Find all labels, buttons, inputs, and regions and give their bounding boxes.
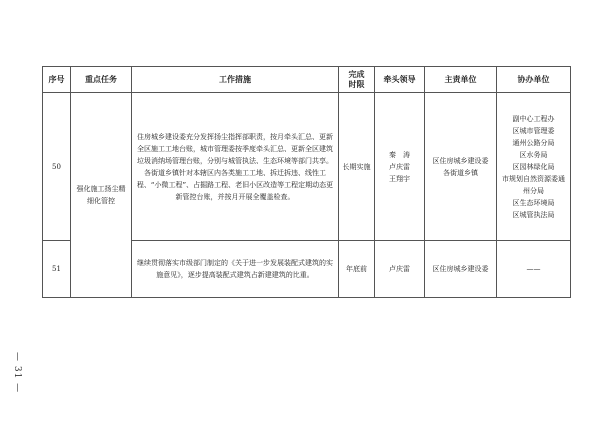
- table-row: [43, 93, 571, 241]
- header-deadline-line1: 完成: [348, 69, 365, 79]
- lead-name: 卢庆雷: [389, 265, 410, 273]
- host-cell: [425, 93, 497, 241]
- assist-unit: 区园林绿化局: [512, 162, 555, 171]
- assist-unit: 区水务局: [519, 150, 548, 159]
- task-table: [42, 66, 571, 298]
- assist-cell: [497, 241, 571, 298]
- host-unit: 各街道乡镇: [443, 168, 478, 177]
- measures-cell: 继续贯彻落实市级部门制定的《关于进一步发展装配式建筑的实施意见》，逐步提高装配式建筑占新建建筑的比重。: [132, 241, 339, 298]
- header-deadline-line2: 时限: [348, 79, 365, 89]
- assist-cell: [497, 93, 571, 241]
- assist-unit: 通州公路分局: [512, 138, 555, 147]
- row-seq: 51: [43, 241, 71, 298]
- deadline-cell: 长期实施: [339, 93, 375, 241]
- lead-cell: [375, 93, 425, 241]
- lead-cell: [375, 241, 425, 298]
- deadline-cell: 年底前: [339, 241, 375, 298]
- header-assist: 协办单位: [497, 67, 571, 93]
- lead-name: 秦 涛: [389, 150, 410, 159]
- task-cell: 强化施工扬尘精细化管控: [71, 93, 132, 298]
- assist-unit: 区城市管理委: [512, 126, 555, 135]
- header-seq: 序号: [43, 67, 71, 93]
- header-task: 重点任务: [71, 67, 132, 93]
- host-unit: 区住房城乡建设委: [432, 156, 489, 165]
- page-number: — 31 —: [12, 352, 22, 394]
- host-unit: 区住房城乡建设委: [432, 265, 489, 273]
- header-host: 主责单位: [425, 67, 497, 93]
- row-seq: 50: [43, 93, 71, 241]
- assist-unit: 区城管执法局: [512, 210, 555, 219]
- assist-unit: 副中心工程办: [512, 114, 555, 123]
- host-cell: [425, 241, 497, 298]
- header-deadline: [339, 67, 375, 93]
- assist-unit: 市规划自然资源委通州分局: [502, 174, 565, 195]
- header-lead: 牵头领导: [375, 67, 425, 93]
- table-header: [43, 67, 571, 93]
- assist-unit: ——: [526, 265, 541, 273]
- lead-name: 王翔宇: [389, 174, 410, 183]
- measures-cell: 住房城乡建设委充分发挥扬尘指挥部职责，按月牵头汇总、更新全区施工工地台账，城市管理委按季度牵头汇总、更新全区建筑垃圾消纳场管理台账，分别与城管执法、生态环境等部门共享。各街道乡镇针对本辖区内各类施工工地、拆迁拆违、线性工程、“小微工程”、占掘路工程、老旧小区改造等工程定期动态更新管控台账，并按月开展全覆盖检查。: [132, 93, 339, 241]
- assist-unit: 区生态环境局: [512, 198, 555, 207]
- lead-name: 卢庆雷: [389, 162, 410, 171]
- header-measures: 工作措施: [132, 67, 339, 93]
